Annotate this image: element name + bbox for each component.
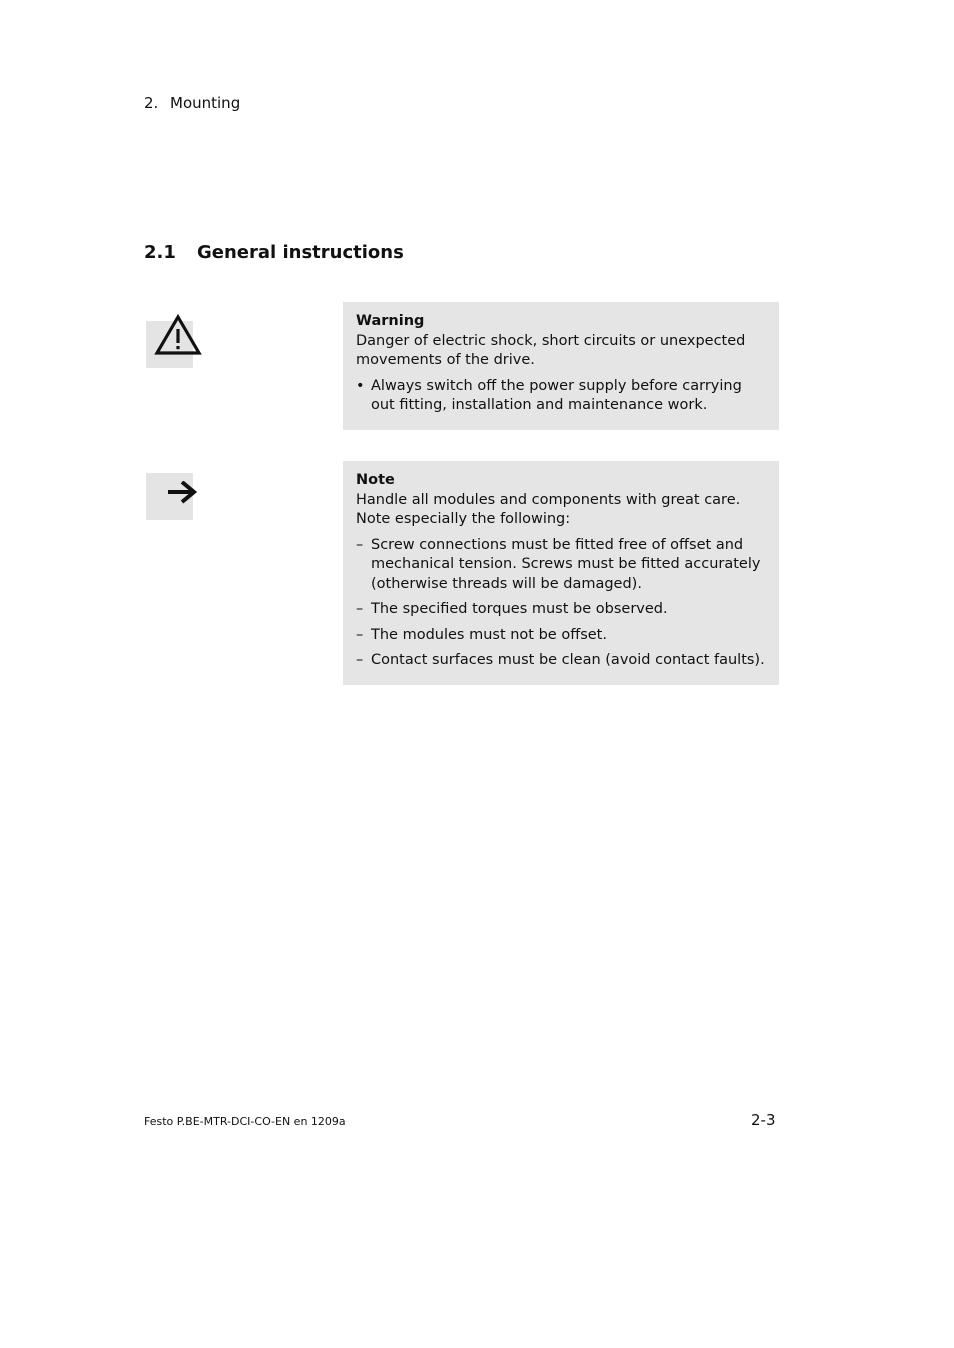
warning-title: Warning — [356, 313, 425, 329]
note-text: Handle all modules and components with great care. Note especially the following: — [356, 491, 741, 527]
section-number: 2.1 — [144, 242, 176, 263]
section-heading — [144, 242, 404, 263]
list-item: – Contact surfaces must be clean (avoid contact faults). — [356, 651, 767, 671]
chapter-number: 2. — [144, 94, 159, 112]
dash-mark: – — [356, 601, 364, 617]
note-callout — [343, 461, 779, 685]
page-number: 2-3 — [751, 1111, 776, 1129]
list-item: • Always switch off the power supply before carrying out fitting, installation and maintenance work. — [356, 377, 742, 413]
note-list — [356, 536, 767, 671]
warning-text: Danger of electric shock, short circuits or unexpected movements of the drive. — [356, 332, 746, 368]
list-item: – The modules must not be offset. — [356, 626, 767, 646]
list-item: – Screw connections must be fitted free of offset and mechanical tension. Screws must be fitted accurately (otherwise threads will be damaged). — [356, 536, 761, 592]
section-title: General instructions — [197, 242, 404, 263]
chapter-title: Mounting — [170, 94, 241, 112]
warning-icon-box — [146, 321, 193, 368]
note-icon-box — [146, 473, 193, 520]
dash-mark: – — [356, 536, 364, 553]
dash-mark: – — [356, 652, 364, 668]
bullet-mark: • — [356, 377, 365, 394]
footer-doc-id: Festo P.BE-MTR-DCI-CO-EN en 1209a — [144, 1115, 346, 1128]
warning-list — [356, 377, 767, 416]
warning-callout — [343, 302, 779, 430]
running-header — [144, 94, 240, 112]
warning-triangle-icon — [154, 314, 202, 360]
dash-mark: – — [356, 626, 364, 643]
arrow-right-icon — [166, 481, 200, 511]
note-title: Note — [356, 472, 395, 488]
list-item: – The specified torques must be observed. — [356, 600, 767, 620]
